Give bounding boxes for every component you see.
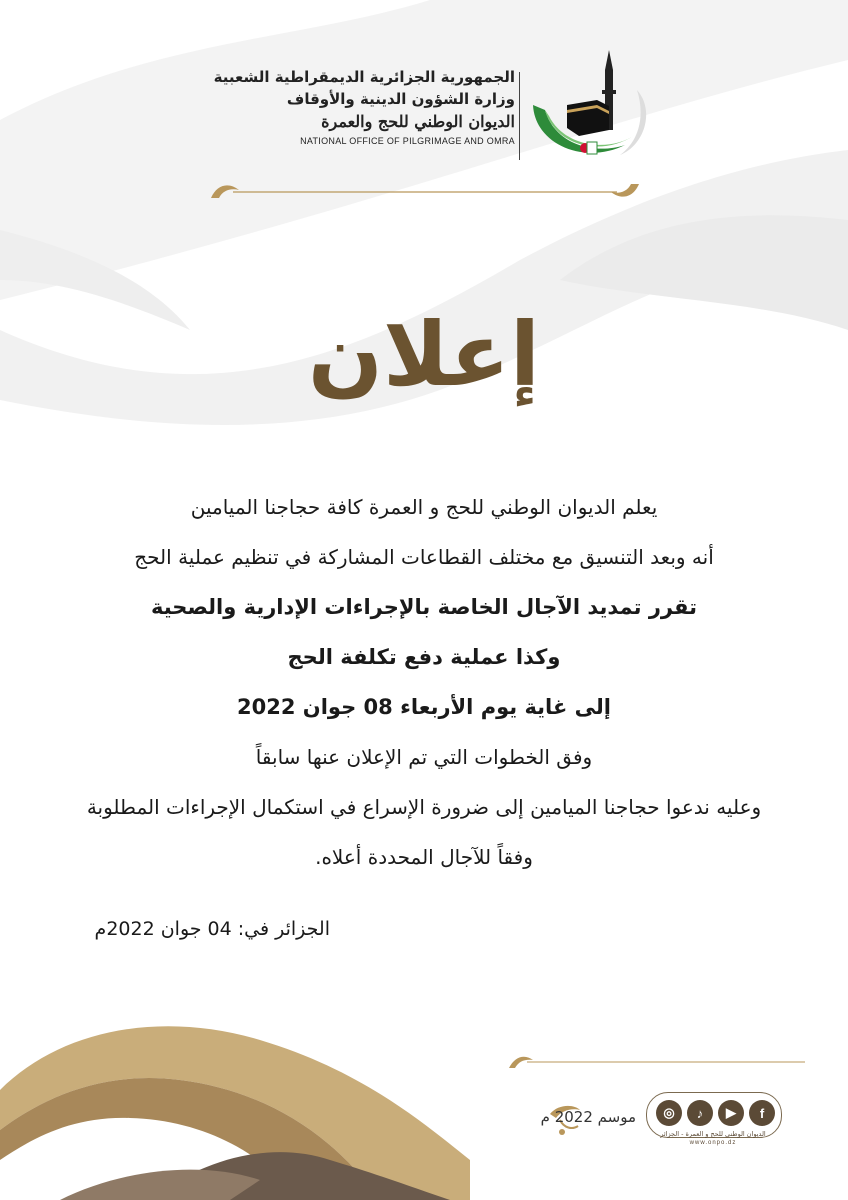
social-block <box>646 1092 782 1152</box>
body-line: يعلم الديوان الوطني للحج و العمرة كافة حجاجنا الميامين <box>190 495 658 519</box>
body-line-bold: تقرر تمديد الآجال الخاصة بالإجراءات الإدارية والصحية <box>151 595 697 619</box>
announcement-body <box>30 482 818 882</box>
header-office-arabic: الديوان الوطني للحج والعمرة <box>321 112 515 131</box>
footer-ribbon <box>0 1010 470 1200</box>
header <box>180 50 660 170</box>
body-line: أنه وبعد التنسيق مع مختلف القطاعات المشاركة في تنظيم عملية الحج <box>134 545 714 569</box>
body-line: وفقاً للآجال المحددة أعلاه. <box>315 845 533 869</box>
header-republic: الجمهورية الجزائرية الديمقراطية الشعبية <box>213 68 515 86</box>
header-office-english: NATIONAL OFFICE OF PILGRIMAGE AND OMRA <box>300 136 515 146</box>
twitter-icon[interactable]: ♪ <box>687 1100 713 1126</box>
gold-divider <box>205 178 645 204</box>
office-logo-icon <box>525 50 660 170</box>
youtube-icon[interactable]: ▶ <box>718 1100 744 1126</box>
season-text: موسم 2022 م <box>540 1108 636 1126</box>
header-divider <box>519 72 520 160</box>
header-ministry: وزارة الشؤون الدينية والأوقاف <box>286 90 515 108</box>
announcement-date: الجزائر في: 04 جوان 2022م <box>94 918 330 940</box>
body-line-bold: وكذا عملية دفع تكلفة الحج <box>287 645 561 669</box>
announcement-title: إعلان <box>307 303 541 406</box>
facebook-icon[interactable]: f <box>749 1100 775 1126</box>
website-link[interactable]: www.onpo.dz <box>689 1140 737 1146</box>
social-caption: الديوان الوطني للحج و العمرة - الجزائر <box>660 1130 766 1138</box>
body-line: وفق الخطوات التي تم الإعلان عنها سابقاً <box>255 745 593 769</box>
body-line-bold: إلى غاية يوم الأربعاء 08 جوان 2022 <box>237 695 611 719</box>
season-label <box>476 1100 636 1140</box>
body-line: وعليه ندعوا حجاجنا الميامين إلى ضرورة الإسراع في استكمال الإجراءات المطلوبة <box>86 795 762 819</box>
instagram-icon[interactable]: ◎ <box>656 1100 682 1126</box>
header-text <box>185 66 515 148</box>
footer-gold-divider <box>505 1050 805 1072</box>
social-icons <box>656 1100 775 1126</box>
